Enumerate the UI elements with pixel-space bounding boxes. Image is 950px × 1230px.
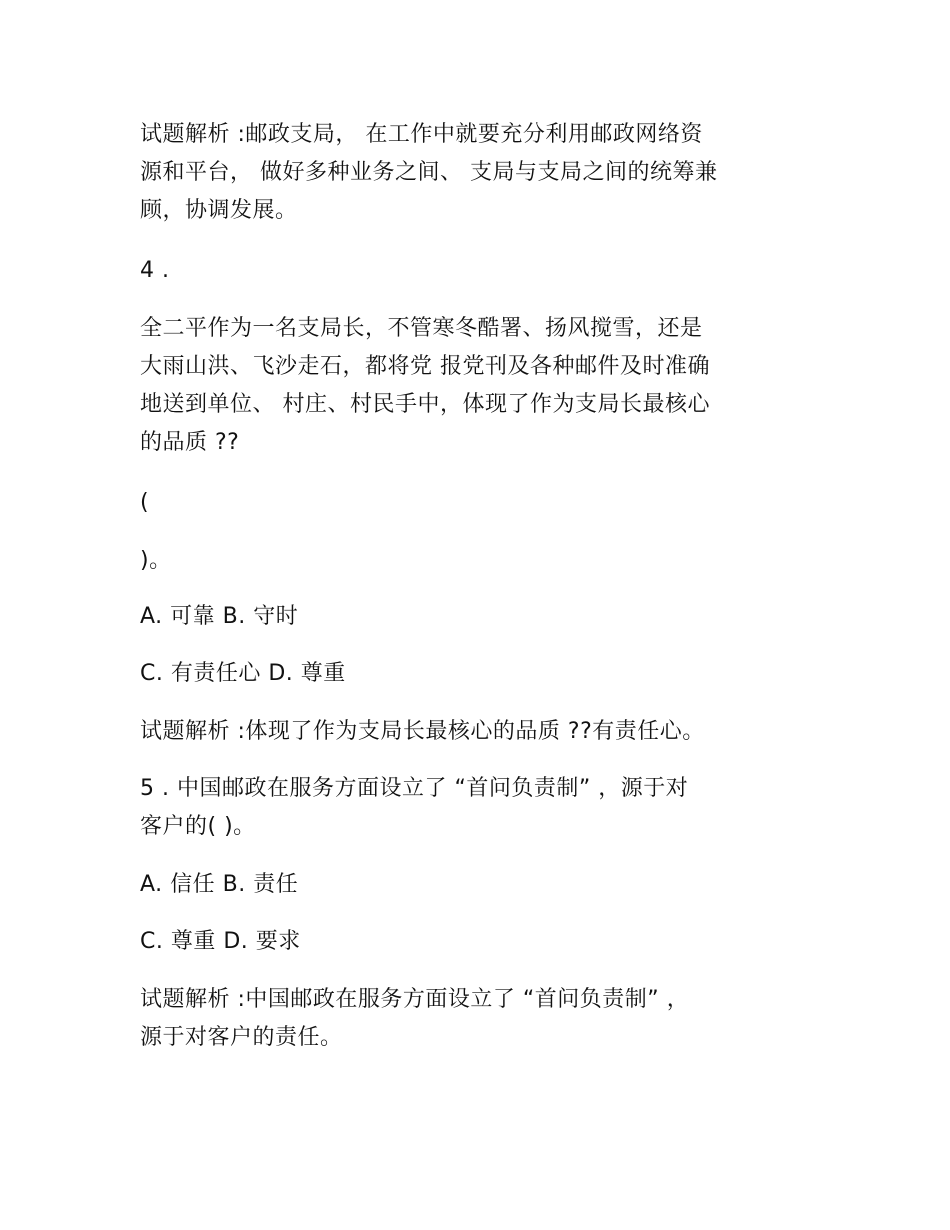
text-line: 顾，协调发展。 xyxy=(140,198,298,223)
text-line: ( xyxy=(140,490,150,515)
text-line: 试题解析 :邮政支局， 在工作中就要充分利用邮政网络资 xyxy=(140,122,703,147)
question-4-paren-close xyxy=(140,542,820,580)
question-4-options-cd xyxy=(140,655,820,693)
analysis-paragraph-3 xyxy=(140,116,820,230)
text-line: 5 . 中国邮政在服务方面设立了 “首问负责制” ，源于对 xyxy=(140,776,689,801)
text-line: 全二平作为一名支局长，不管寒冬酷署、扬风搅雪，还是 xyxy=(140,316,703,341)
text-line: C. 有责任心 D. 尊重 xyxy=(140,661,346,686)
question-4-paren-open xyxy=(140,484,820,522)
text-line: A. 信任 B. 责任 xyxy=(140,872,299,897)
question-4-stem xyxy=(140,310,820,462)
analysis-paragraph-4 xyxy=(140,713,820,751)
question-4-options-ab xyxy=(140,598,820,636)
text-line: 试题解析 :中国邮政在服务方面设立了 “首问负责制” ， xyxy=(140,987,690,1012)
text-line: 大雨山洪、飞沙走石，都将党 报党刊及各种邮件及时准确 xyxy=(140,354,710,379)
text-line: 源于对客户的责任。 xyxy=(140,1025,343,1050)
text-line: 客户的( )。 xyxy=(140,814,256,839)
question-4-number xyxy=(140,252,820,290)
question-5-options-ab xyxy=(140,866,820,904)
text-line: 的品质 ?? xyxy=(140,430,240,455)
analysis-paragraph-5 xyxy=(140,981,820,1057)
text-line: 试题解析 :体现了作为支局长最核心的品质 ??有责任心。 xyxy=(140,719,705,744)
text-line: A. 可靠 B. 守时 xyxy=(140,604,299,629)
question-5-stem xyxy=(140,770,820,846)
text-line: 4 . xyxy=(140,258,170,283)
text-line: 源和平台， 做好多种业务之间、 支局与支局之间的统筹兼 xyxy=(140,160,718,185)
text-line: )。 xyxy=(140,548,172,573)
question-5-options-cd xyxy=(140,923,820,961)
text-line: 地送到单位、 村庄、村民手中，体现了作为支局长最核心 xyxy=(140,392,710,417)
text-line: C. 尊重 D. 要求 xyxy=(140,929,301,954)
